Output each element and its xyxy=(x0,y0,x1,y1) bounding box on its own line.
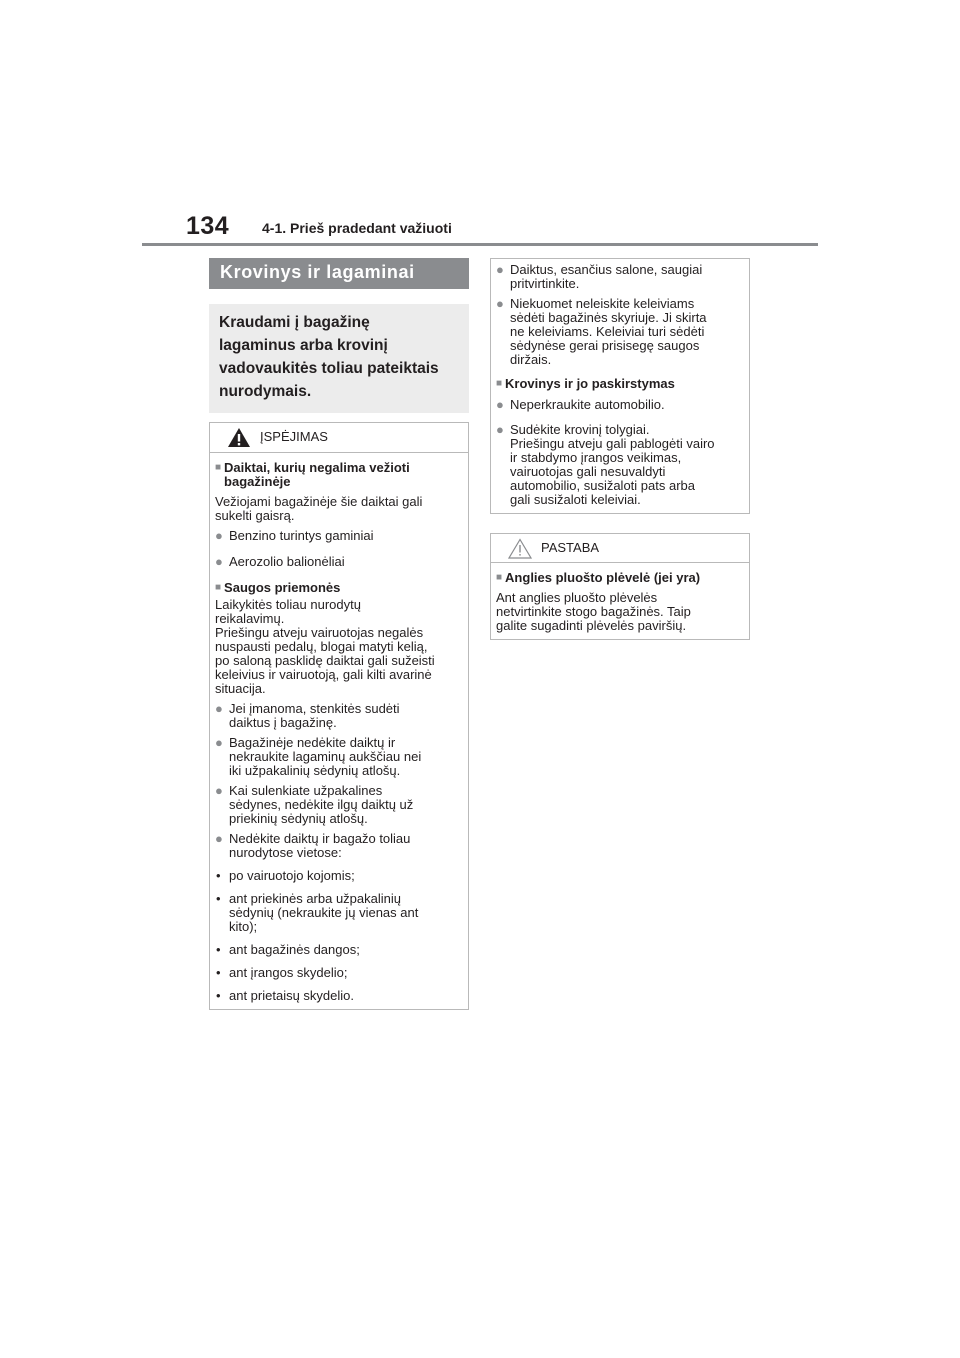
dash-bullet-icon: • xyxy=(216,942,221,957)
list-item-line: nurodytose vietose: xyxy=(229,845,342,860)
warning-label: ĮSPĖJIMAS xyxy=(260,429,328,444)
warning-body xyxy=(210,453,468,1009)
list-item-line: ir stabdymo įrangos veikimas, xyxy=(510,450,682,465)
section-title: 4-1. Prieš pradedant važiuoti xyxy=(262,220,452,236)
note-box xyxy=(490,533,750,640)
list-item-line: Sudėkite krovinį tolygiai. xyxy=(510,422,650,437)
right-column xyxy=(490,258,750,640)
dash-item-line: ant įrangos skydelio; xyxy=(229,965,348,980)
subheading xyxy=(496,571,744,585)
dash-item-line: ant bagažinės dangos; xyxy=(229,942,360,957)
bullet-dot-icon: ● xyxy=(215,554,223,569)
subheading-line: Daiktai, kurių negalima vežioti xyxy=(224,460,410,475)
topic-title: Krovinys ir lagaminai xyxy=(220,262,415,282)
note-header xyxy=(491,534,749,563)
dash-bullet-icon: • xyxy=(216,965,221,980)
dash-item-line: sėdynių (nekraukite jų vienas ant xyxy=(229,905,419,920)
list-item-line: priekinių sėdynių atlošų. xyxy=(229,811,368,826)
paragraph xyxy=(215,598,463,696)
bullet-dot-icon: ● xyxy=(496,422,504,437)
list-item-text: Benzino turintys gaminiai xyxy=(229,528,374,543)
bullet-dot-icon: ● xyxy=(215,701,223,716)
note-body xyxy=(491,563,749,639)
dash-item xyxy=(215,966,463,980)
bullet-dot-icon: ● xyxy=(215,528,223,543)
list-item-line: gali susižaloti keleiviai. xyxy=(510,492,641,507)
paragraph xyxy=(215,495,463,523)
square-bullet-icon: ■ xyxy=(496,378,503,389)
subheading xyxy=(496,377,744,391)
list-item-line: daiktus į bagažinę. xyxy=(229,715,337,730)
list-item-line: nekraukite lagaminų aukščiau nei xyxy=(229,749,422,764)
list-item xyxy=(496,398,744,412)
dash-item-line: po vairuotojo kojomis; xyxy=(229,868,355,883)
list-item xyxy=(215,832,463,860)
warning-continued-box xyxy=(490,258,750,514)
list-item xyxy=(215,529,463,543)
dash-item xyxy=(215,989,463,1003)
dash-bullet-icon: • xyxy=(216,868,221,883)
list-item xyxy=(496,297,744,367)
dash-item-line: ant prietaisų skydelio. xyxy=(229,988,355,1003)
list-item-line: ne keleiviams. Keleiviai turi sėdėti xyxy=(510,324,705,339)
warning-box xyxy=(209,422,469,1010)
list-item xyxy=(215,702,463,730)
list-item xyxy=(496,263,744,291)
dash-item-line: ant priekinės arba užpakalinių xyxy=(229,891,401,906)
subheading-line: bagažinėje xyxy=(224,474,291,489)
note-label: PASTABA xyxy=(541,540,600,555)
list-item-line: sėdynes, nedėkite ilgų daiktų už xyxy=(229,797,414,812)
list-item-line: Daiktus, esančius salone, saugiai xyxy=(510,262,703,277)
bullet-dot-icon: ● xyxy=(215,783,223,798)
list-item-line: Niekuomet neleiskite keleiviams xyxy=(510,296,695,311)
dash-item xyxy=(215,892,463,934)
notice-triangle-icon xyxy=(508,538,532,559)
dash-item xyxy=(215,943,463,957)
paragraph xyxy=(496,591,744,633)
paragraph-line: Priešingu atveju vairuotojas negalės xyxy=(215,625,424,640)
bullet-dot-icon: ● xyxy=(215,735,223,750)
square-bullet-icon: ■ xyxy=(496,572,503,583)
paragraph-line: situacija. xyxy=(215,681,266,696)
paragraph-line: sukelti gaisrą. xyxy=(215,508,295,523)
list-item xyxy=(496,423,744,507)
list-item-line: Priešingu atveju gali pablogėti vairo xyxy=(510,436,715,451)
page-number: 134 xyxy=(186,212,230,240)
subheading-line: Anglies pluošto plėvelė (jei yra) xyxy=(505,570,701,585)
paragraph-line: netvirtinkite stogo bagažinės. Taip xyxy=(496,604,691,619)
list-item-line: Neperkraukite automobilio. xyxy=(510,397,665,412)
paragraph-line: reikalavimų. xyxy=(215,611,285,626)
intro-line: nurodymais. xyxy=(219,383,312,400)
list-item-line: Kai sulenkiate užpakalines xyxy=(229,783,383,798)
bullet-dot-icon: ● xyxy=(496,397,504,412)
list-item-line: vairuotojas gali nesuvaldyti xyxy=(510,464,666,479)
list-item-line: sėdėti bagažinės skyriuje. Ji skirta xyxy=(510,310,707,325)
list-item-line: diržais. xyxy=(510,352,552,367)
warning-header xyxy=(210,423,468,453)
square-bullet-icon: ■ xyxy=(215,582,222,593)
list-item xyxy=(215,784,463,826)
subheading xyxy=(215,461,463,489)
subheading xyxy=(215,581,463,595)
list-item xyxy=(215,736,463,778)
dash-item xyxy=(215,869,463,883)
intro-box xyxy=(209,304,469,413)
intro-line: lagaminus arba krovinį xyxy=(219,337,388,354)
paragraph-line: Laikykitės toliau nurodytų xyxy=(215,597,361,612)
intro-line: vadovaukitės toliau pateiktais xyxy=(219,360,439,377)
paragraph-line: nuspausti pedalų, blogai matyti kelią, xyxy=(215,639,428,654)
paragraph-line: Ant anglies pluošto plėvelės xyxy=(496,590,658,605)
list-item-line: automobilio, susižaloti pats arba xyxy=(510,478,695,493)
paragraph-line: keleivius ir vairuotoją, gali kilti avarinė xyxy=(215,667,432,682)
subheading-line: Krovinys ir jo paskirstymas xyxy=(505,376,675,391)
paragraph-line: galite sugadinti plėvelės paviršių. xyxy=(496,618,687,633)
square-bullet-icon: ■ xyxy=(215,462,222,473)
warning-triangle-icon xyxy=(227,427,251,448)
left-column xyxy=(209,258,469,1010)
list-item-line: pritvirtinkite. xyxy=(510,276,580,291)
list-item-line: Jei įmanoma, stenkitės sudėti xyxy=(229,701,400,716)
paragraph-line: Vežiojami bagažinėje šie daiktai gali xyxy=(215,494,423,509)
bullet-dot-icon: ● xyxy=(215,831,223,846)
header-rule xyxy=(142,243,818,246)
list-item-line: Nedėkite daiktų ir bagažo toliau xyxy=(229,831,411,846)
dash-bullet-icon: • xyxy=(216,891,221,906)
dash-bullet-icon: • xyxy=(216,988,221,1003)
bullet-dot-icon: ● xyxy=(496,296,504,311)
bullet-dot-icon: ● xyxy=(496,262,504,277)
subheading-line: Saugos priemonės xyxy=(224,580,341,595)
list-item-text: Aerozolio balionėliai xyxy=(229,554,345,569)
dash-item-line: kito); xyxy=(229,919,258,934)
intro-line: Kraudami į bagažinę xyxy=(219,314,370,331)
list-item-line: Bagažinėje nedėkite daiktų ir xyxy=(229,735,396,750)
topic-title-bar xyxy=(209,258,469,289)
paragraph-line: po saloną pasklidę daiktai gali sužeisti xyxy=(215,653,435,668)
list-item xyxy=(215,555,463,569)
list-item-line: sėdynėse gerai prisisegę saugos xyxy=(510,338,700,353)
list-item-line: iki užpakalinių sėdynių atlošų. xyxy=(229,763,401,778)
